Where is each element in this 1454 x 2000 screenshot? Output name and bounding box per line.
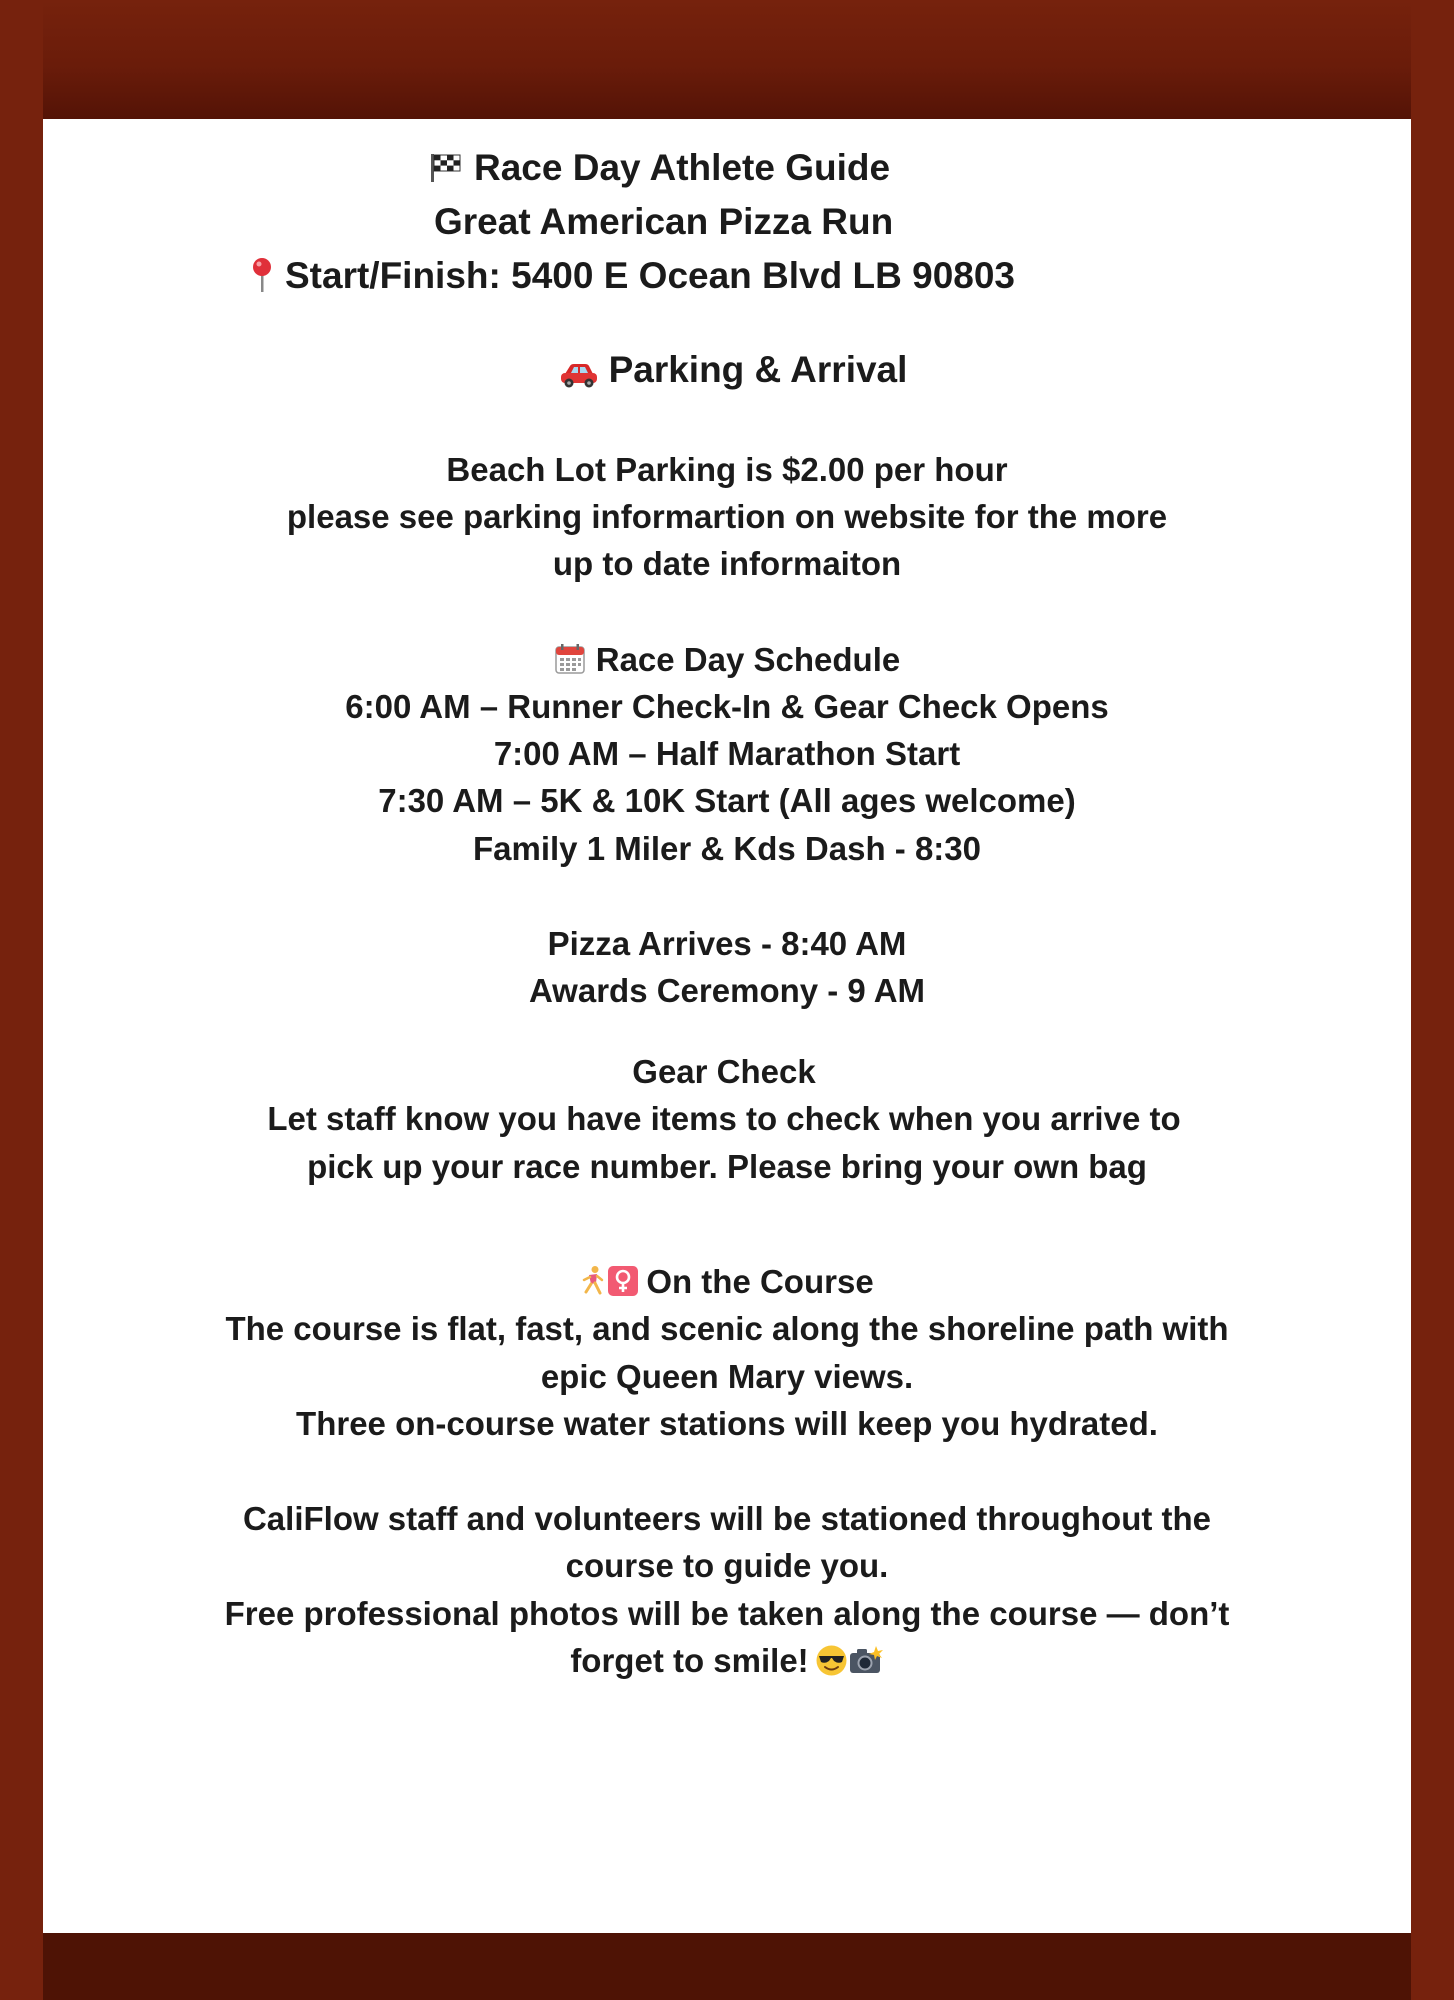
schedule-extra: Awards Ceremony - 9 AM — [528, 972, 926, 1009]
gear-check-line: Let staff know you have items to check when you arrive to — [267, 1100, 1181, 1137]
smile-line — [43, 1644, 1411, 1680]
start-finish-location — [251, 257, 1251, 296]
gear-check-line: pick up your race number. Please bring your own bag — [307, 1148, 1147, 1185]
parking-line: up to date informaiton — [552, 545, 902, 582]
frame-top-band — [43, 0, 1411, 119]
start-finish-text: Start/Finish: 5400 E Ocean Blvd LB 90803 — [285, 255, 1016, 296]
parking-line: please see parking informartion on website for the more — [286, 498, 1168, 535]
woman-running-icon — [580, 1265, 606, 1297]
event-name: Great American Pizza Run — [434, 201, 894, 242]
parking-line: Beach Lot Parking is $2.00 per hour — [446, 451, 1008, 488]
staff-line: CaliFlow staff and volunteers will be stationed throughout the — [242, 1500, 1212, 1537]
staff-line: course to guide you. — [565, 1547, 889, 1584]
frame-bottom-band — [43, 1933, 1411, 2000]
page-title-text: Race Day Athlete Guide — [474, 147, 891, 188]
schedule-item: 7:00 AM – Half Marathon Start — [493, 735, 961, 772]
athlete-guide-page — [43, 119, 1411, 1933]
schedule-item: 6:00 AM – Runner Check-In & Gear Check Opens — [345, 688, 1109, 725]
schedule-item: Family 1 Miler & Kds Dash - 8:30 — [472, 830, 981, 867]
female-sign-icon — [608, 1266, 638, 1296]
parking-heading-text: Parking & Arrival — [608, 349, 908, 390]
course-line: epic Queen Mary views. — [540, 1358, 914, 1395]
staff-line: Free professional photos will be taken along the course — don’t — [224, 1595, 1230, 1632]
course-heading-text: On the Course — [646, 1263, 874, 1300]
schedule-heading-text: Race Day Schedule — [595, 641, 901, 678]
cool-face-icon — [815, 1644, 848, 1677]
camera-flash-icon — [848, 1645, 884, 1675]
schedule-extra: Pizza Arrives - 8:40 AM — [547, 925, 907, 962]
calendar-icon — [554, 643, 586, 675]
car-icon — [559, 357, 599, 383]
page-title — [430, 149, 1030, 186]
schedule-heading — [43, 643, 1411, 678]
course-heading — [43, 1265, 1411, 1300]
checkered-flag-icon — [430, 151, 464, 181]
gear-check-heading: Gear Check — [632, 1053, 816, 1090]
parking-heading — [43, 351, 1411, 388]
course-line: Three on-course water stations will keep you hydrated. — [296, 1405, 1158, 1442]
smile-line-text: forget to smile! — [570, 1642, 809, 1679]
round-pushpin-icon — [251, 257, 273, 293]
schedule-item: 7:30 AM – 5K & 10K Start (All ages welcome) — [378, 782, 1076, 819]
course-line: The course is flat, fast, and scenic along the shoreline path with — [225, 1310, 1229, 1347]
